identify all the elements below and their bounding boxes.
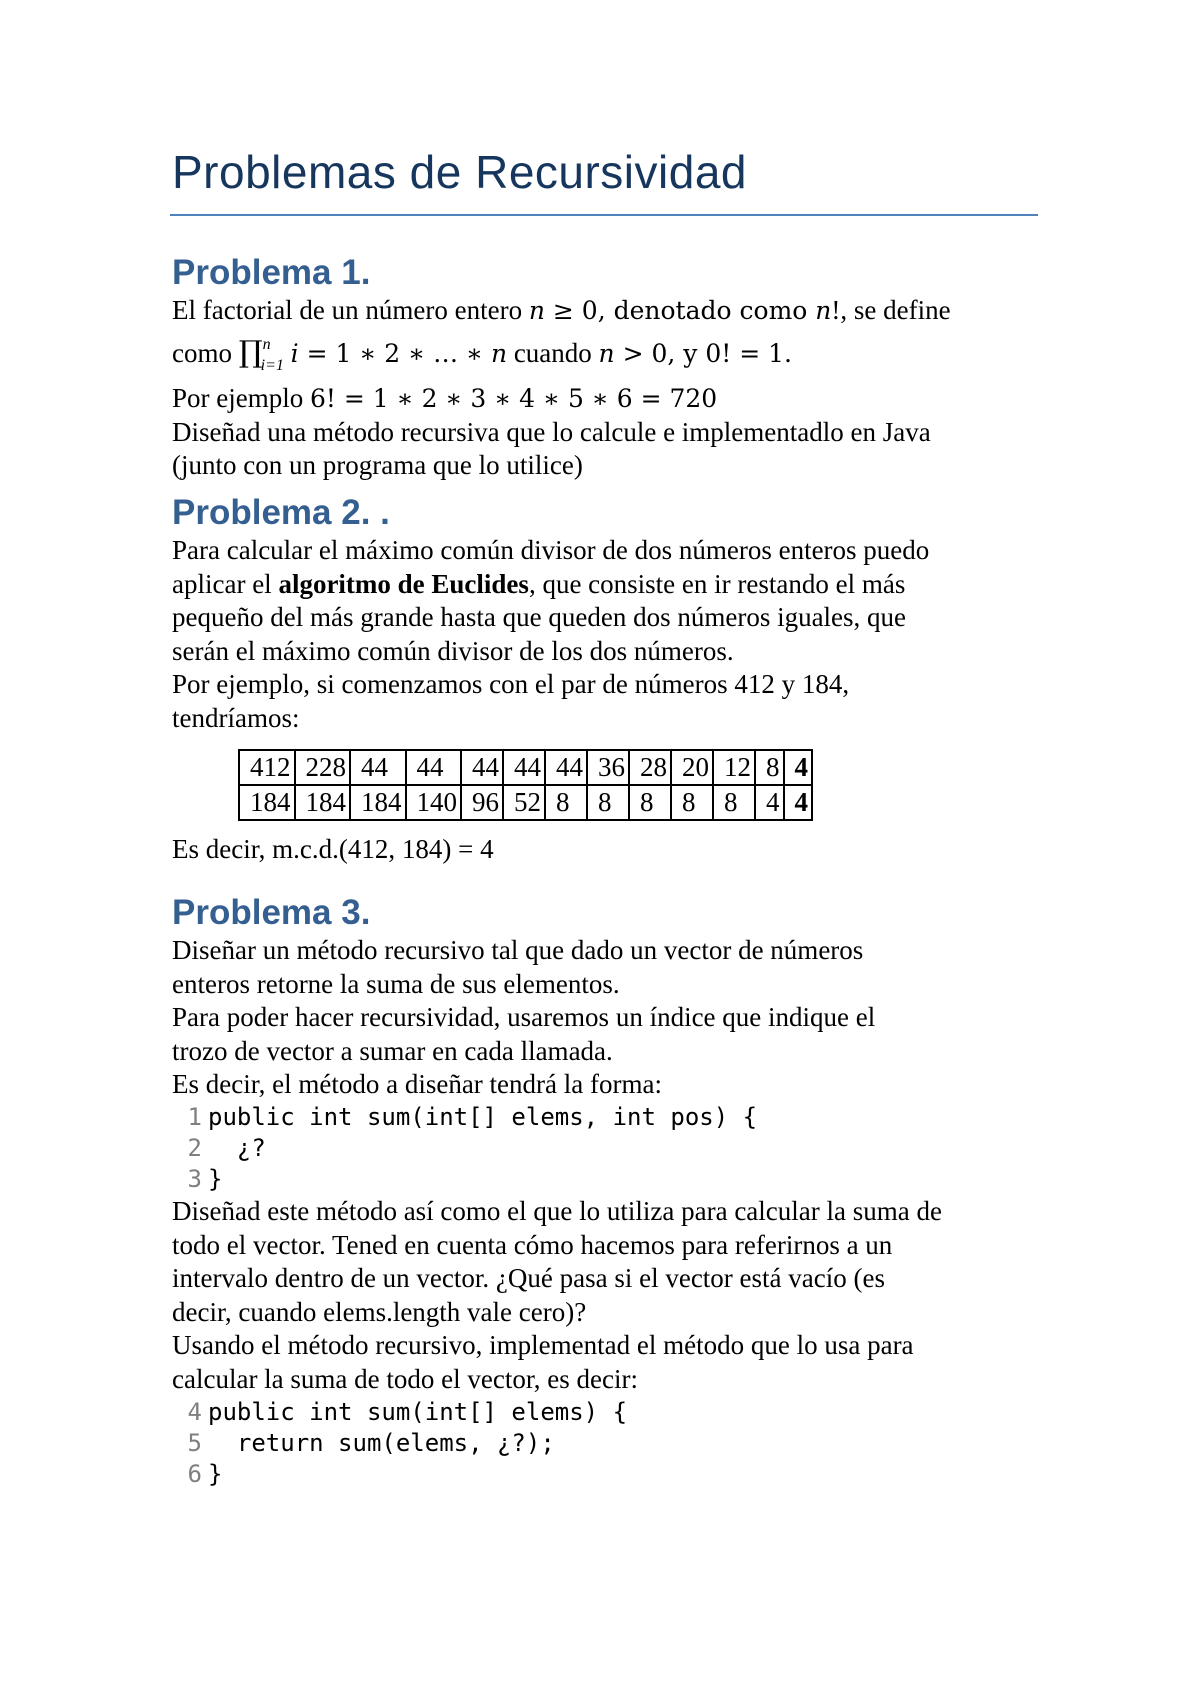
problem-1-body [172,294,1042,483]
math-text: = 1 ∗ 2 ∗ … ∗ [298,338,491,368]
code-line [172,1428,1042,1459]
math-n: n [815,296,832,325]
table-cell: 184 [239,785,295,820]
line-number: 4 [187,1397,202,1426]
table-cell: 184 [350,785,406,820]
math-text: > 0, y 0! = 1. [614,338,792,368]
code-line [172,1102,1042,1133]
table-cell: 140 [406,785,462,820]
text-line: todo el vector. Tened en cuenta cómo hacemos para referirnos a un [172,1229,893,1260]
code-text: return sum(elems, ¿?); [208,1428,555,1457]
table-cell: 8 [755,750,784,785]
product-superscript: n [262,335,271,353]
problem-2-section [172,492,1052,736]
problem-1-line-3 [172,382,1042,416]
table-cell: 412 [239,750,295,785]
code-line [172,1459,1042,1490]
table-cell: 44 [406,750,462,785]
table-cell: 4 [784,750,813,785]
text-line: intervalo dentro de un vector. ¿Qué pasa si el vector está vacío (es [172,1263,885,1294]
problem-2-line-5: Por ejemplo, si comenzamos con el par de números 412 y 184, [172,669,850,700]
problem-3-details [172,1195,1042,1397]
text-line: Para poder hacer recursividad, usaremos un índice que indique el [172,1002,876,1033]
table-cell: 44 [545,750,587,785]
text-span: como [172,337,239,368]
text-span: , que consiste en ir restando el más [528,568,906,599]
math-text: ≥ 0, denotado como [544,296,816,325]
code-text: } [208,1164,223,1193]
text-line: decir, cuando elems.length vale cero)? [172,1296,587,1327]
problem-1-section [172,252,1052,483]
text-line: Es decir, el método a diseñar tendrá la forma: [172,1069,662,1100]
table-row [239,750,812,785]
math-n: n [598,338,615,368]
math-i: i [290,338,299,368]
text-span: aplicar el [172,568,279,599]
table-cell: 8 [671,785,713,820]
result-text: Es decir, m.c.d.(412, 184) = 4 [172,834,494,864]
text-line: Diseñar un método recursivo tal que dado un vector de números [172,935,864,965]
code-line [172,1133,1042,1164]
code-line [172,1164,1042,1195]
text-line: Diseñad este método así como el que lo utiliza para calcular la suma de [172,1195,942,1226]
text-span: El factorial de un número entero [172,295,529,325]
text-line: trozo de vector a sumar en cada llamada. [172,1035,613,1066]
line-number: 2 [187,1133,202,1162]
text-line: Usando el método recursivo, implementad el método que lo usa para [172,1330,914,1361]
product-subscript: i=1 [260,356,284,374]
problem-3-intro [172,934,1042,1102]
table-cell: 8 [629,785,671,820]
line-number: 3 [187,1164,202,1193]
text-line: calcular la suma de todo el vector, es decir: [172,1363,638,1394]
problem-2-body [172,534,1042,736]
text-line: enteros retorne la suma de sus elementos. [172,968,620,999]
problem-3-heading: Problema 3. [172,893,371,932]
line-number: 5 [187,1428,202,1457]
math-n: n [528,296,545,325]
table-cell: 36 [587,750,629,785]
table-cell: 184 [295,785,351,820]
table-cell: 4 [784,785,813,820]
problem-3-body [172,934,1042,1490]
problem-2-line-3: pequeño del más grande hasta que queden dos números iguales, que [172,602,907,633]
problem-2-line-2 [172,568,1042,602]
euclides-table [238,749,813,821]
problem-2-line-1: Para calcular el máximo común divisor de dos números enteros puedo [172,535,930,565]
problem-1-line-1 [172,294,1042,328]
code-block-2 [172,1397,1042,1490]
table-cell: 4 [755,785,784,820]
problem-2-heading: Problema 2. . [172,493,390,532]
code-text: public int sum(int[] elems, int pos) { [208,1102,758,1131]
problem-2-line-6: tendríamos: [172,702,300,733]
table-cell: 228 [295,750,351,785]
code-text: ¿? [208,1133,266,1162]
line-number: 6 [187,1459,202,1488]
text-span: Por ejemplo [172,383,310,414]
bold-term: algoritmo de Euclides [278,568,529,599]
math-n: n [490,338,508,368]
math-text: 6! = 1 ∗ 2 ∗ 3 ∗ 4 ∗ 5 ∗ 6 = 720 [309,384,718,414]
table-cell: 20 [671,750,713,785]
problem-3-section [172,892,1052,1490]
title-underline [170,214,1038,216]
table-cell: 8 [545,785,587,820]
text-span: cuando [507,337,599,368]
table-cell: 52 [503,785,545,820]
code-block-1 [172,1102,1042,1195]
problem-2-line-4: serán el máximo común divisor de los dos números. [172,635,734,666]
code-text: } [208,1459,223,1488]
code-text: public int sum(int[] elems) { [208,1397,628,1426]
document-title: Problemas de Recursividad [172,146,747,198]
problem-1-line-2 [172,328,1042,383]
table-cell: 96 [461,785,503,820]
line-number: 1 [187,1102,202,1131]
table-cell: 8 [587,785,629,820]
table-cell: 28 [629,750,671,785]
problem-1-heading: Problema 1. [172,253,371,292]
table-cell: 12 [713,750,755,785]
table-cell: 44 [350,750,406,785]
problem-1-line-4: Diseñad una método recursiva que lo calcule e implementadlo en Java [172,416,931,447]
table-row [239,785,812,820]
table-cell: 44 [503,750,545,785]
text-span: !, se define [831,295,951,325]
code-line [172,1397,1042,1428]
table-cell: 8 [713,785,755,820]
product-symbol: ∏ [238,334,263,370]
problem-2-result [172,833,1052,867]
table-cell: 44 [461,750,503,785]
problem-1-line-5: (junto con un programa que lo utilice) [172,450,583,481]
